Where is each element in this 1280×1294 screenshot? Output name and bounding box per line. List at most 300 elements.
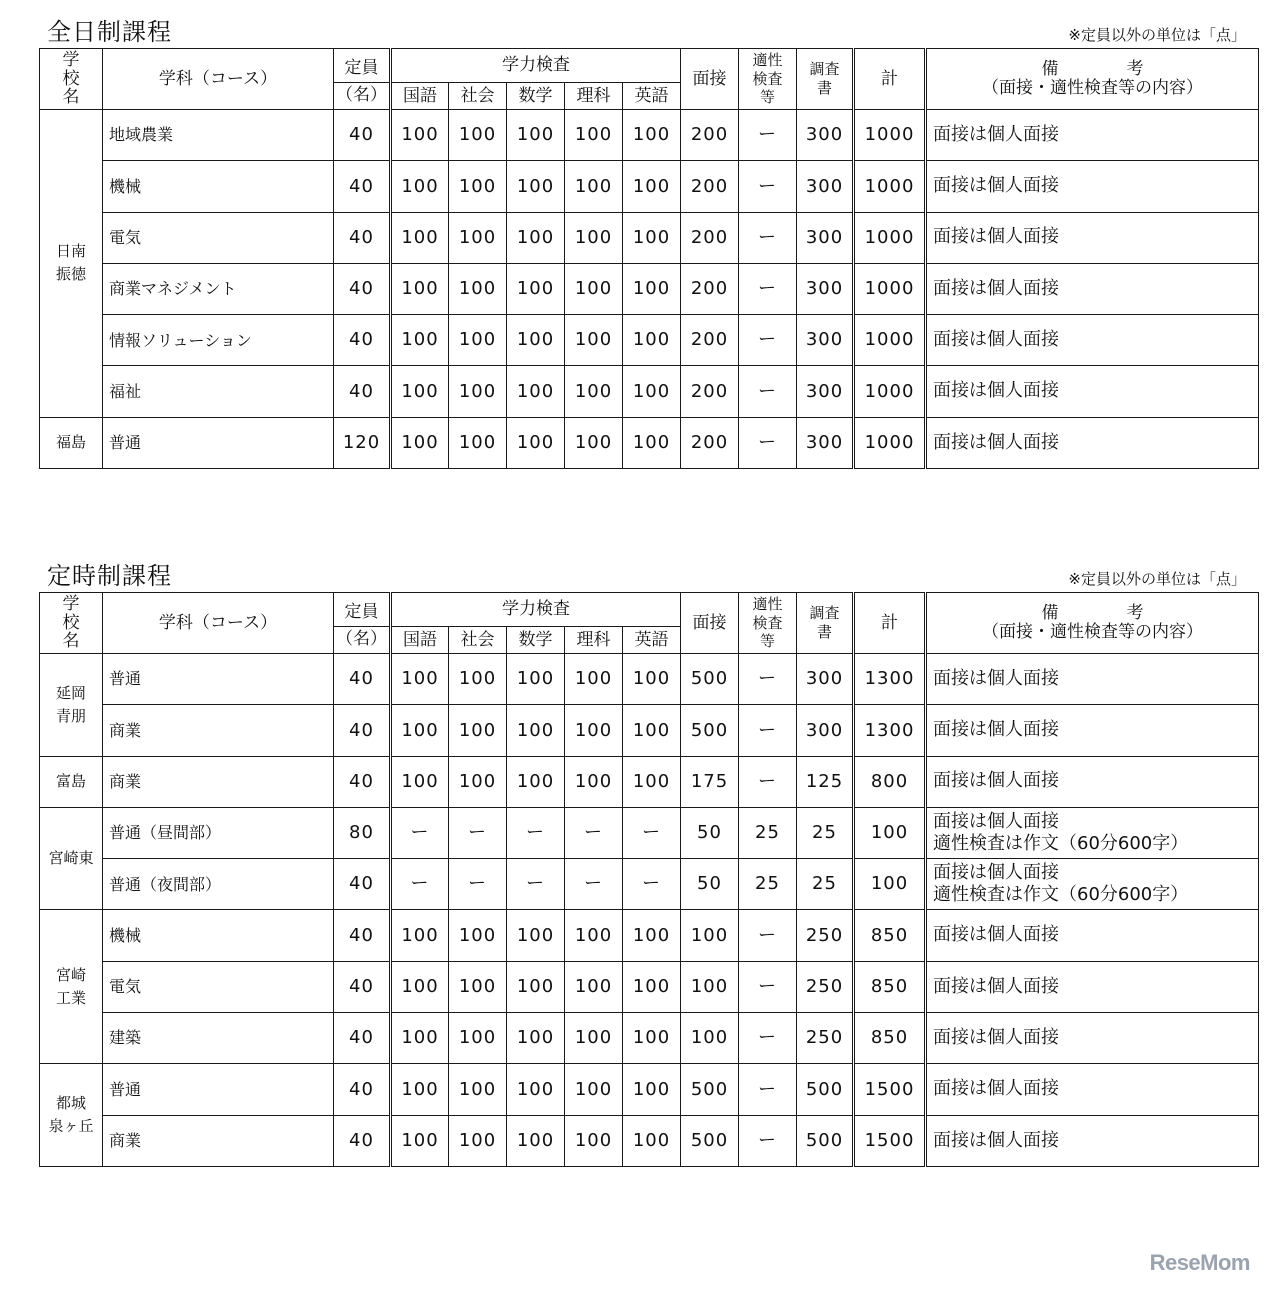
- subject-score: 100: [565, 417, 623, 468]
- report-score: 250: [797, 910, 854, 961]
- header-subject-label: 国語: [403, 85, 437, 106]
- header-dept-label: 学科（コース）: [158, 612, 278, 633]
- header-aptitude: [739, 49, 797, 110]
- total-score: 800: [854, 756, 926, 807]
- subject-score: 100: [623, 705, 681, 756]
- header-report-line: 書: [816, 623, 832, 641]
- remarks-line: 面接は個人面接: [933, 770, 1059, 792]
- aptitude-score: ー: [739, 263, 797, 314]
- capacity-value: 40: [334, 212, 391, 263]
- header-subject: [565, 83, 623, 110]
- capacity-value: 40: [334, 110, 391, 161]
- interview-score: 100: [681, 961, 739, 1012]
- remarks-line: 適性検査は作文（60分600字）: [933, 884, 1189, 906]
- remarks-line: 面接は個人面接: [933, 810, 1059, 832]
- remarks-cell: [926, 366, 1259, 417]
- table-row: [40, 161, 1259, 212]
- total-score: 1500: [854, 1115, 926, 1166]
- header-subject: [391, 627, 449, 654]
- subject-score: ー: [449, 859, 507, 910]
- remarks-cell: [926, 807, 1259, 858]
- dept-name: 商業: [103, 705, 334, 756]
- total-score: 1000: [854, 366, 926, 417]
- header-capacity-unit-label: （名）: [336, 85, 387, 106]
- table-row: [40, 366, 1259, 417]
- remarks-cell: [926, 1115, 1259, 1166]
- capacity-value: 40: [334, 705, 391, 756]
- header-subject: [623, 627, 681, 654]
- subject-score: 100: [391, 910, 449, 961]
- subject-score: 100: [507, 161, 565, 212]
- header-subject: [507, 627, 565, 654]
- aptitude-score: ー: [739, 705, 797, 756]
- school-name-line: 延岡: [55, 683, 86, 702]
- subject-score: 100: [449, 961, 507, 1012]
- capacity-value: 40: [334, 910, 391, 961]
- remarks-line: 面接は個人面接: [933, 861, 1059, 883]
- dept-name: 情報ソリューション: [103, 315, 334, 366]
- subject-score: 100: [623, 910, 681, 961]
- dept-name: 普通（夜間部）: [103, 859, 334, 910]
- header-total: [854, 593, 926, 654]
- aptitude-score: ー: [739, 1115, 797, 1166]
- report-score: 500: [797, 1064, 854, 1115]
- school-name: [40, 417, 103, 468]
- aptitude-score: ー: [739, 1064, 797, 1115]
- header-subject-label: 理科: [576, 85, 611, 106]
- header-capacity-label: 定員: [344, 602, 379, 622]
- aptitude-score: 25: [739, 807, 797, 858]
- school-name-line: 福島: [55, 433, 86, 452]
- aptitude-score: 25: [739, 859, 797, 910]
- table-row: [40, 705, 1259, 756]
- report-score: 125: [797, 756, 854, 807]
- subject-score: 100: [391, 1064, 449, 1115]
- subject-score: 100: [507, 263, 565, 314]
- header-subject-label: 社会: [460, 629, 495, 650]
- school-name-line: 青朋: [55, 706, 86, 725]
- subject-score: 100: [623, 417, 681, 468]
- header-interview: [681, 593, 739, 654]
- school-name-line: 振徳: [55, 265, 86, 284]
- subject-score: 100: [507, 212, 565, 263]
- header-aptitude: [739, 593, 797, 654]
- remarks-line: 面接は個人面接: [933, 1026, 1059, 1048]
- header-school-char: 学: [62, 49, 80, 70]
- school-name: [40, 910, 103, 1064]
- subject-score: 100: [391, 1013, 449, 1064]
- total-score: 1300: [854, 654, 926, 705]
- subject-score: 100: [391, 212, 449, 263]
- header-dept: [103, 49, 334, 110]
- total-score: 100: [854, 807, 926, 858]
- subject-score: 100: [623, 756, 681, 807]
- subject-score: 100: [623, 212, 681, 263]
- interview-score: 500: [681, 1064, 739, 1115]
- remarks-cell: [926, 263, 1259, 314]
- subject-score: 100: [449, 417, 507, 468]
- dept-name: 電気: [103, 961, 334, 1012]
- remarks-cell: [926, 1064, 1259, 1115]
- interview-score: 200: [681, 212, 739, 263]
- subject-score: 100: [623, 315, 681, 366]
- total-score: 1300: [854, 705, 926, 756]
- header-subject-label: 理科: [576, 629, 611, 650]
- header-interview-label: 面接: [692, 612, 727, 633]
- subject-score: 100: [391, 263, 449, 314]
- remarks-cell: [926, 910, 1259, 961]
- subject-score: 100: [449, 315, 507, 366]
- subject-score: ー: [391, 859, 449, 910]
- interview-score: 100: [681, 1013, 739, 1064]
- report-score: 300: [797, 654, 854, 705]
- subject-score: 100: [391, 315, 449, 366]
- table-row: [40, 263, 1259, 314]
- table-row: [40, 212, 1259, 263]
- subject-score: 100: [565, 654, 623, 705]
- dept-name: 機械: [103, 910, 334, 961]
- remarks-cell: [926, 161, 1259, 212]
- header-total-label: 計: [881, 68, 898, 89]
- total-score: 850: [854, 961, 926, 1012]
- header-subject-label: 数学: [518, 629, 553, 650]
- remarks-cell: [926, 110, 1259, 161]
- table-row: [40, 961, 1259, 1012]
- subject-score: 100: [507, 1013, 565, 1064]
- capacity-value: 40: [334, 1013, 391, 1064]
- dept-name: 普通: [103, 1064, 334, 1115]
- table-row: [40, 807, 1259, 858]
- dept-name: 普通（昼間部）: [103, 807, 334, 858]
- report-score: 25: [797, 807, 854, 858]
- remarks-cell: [926, 212, 1259, 263]
- subject-score: 100: [565, 756, 623, 807]
- unit-note: ※定員以外の単位は「点」: [1068, 570, 1246, 588]
- header-remarks: [926, 593, 1259, 654]
- capacity-value: 40: [334, 366, 391, 417]
- subject-score: 100: [507, 417, 565, 468]
- total-score: 1500: [854, 1064, 926, 1115]
- table-row: [40, 417, 1259, 468]
- header-capacity-unit: [334, 627, 391, 654]
- dept-name: 機械: [103, 161, 334, 212]
- subject-score: ー: [565, 859, 623, 910]
- header-report: [797, 593, 854, 654]
- aptitude-score: ー: [739, 961, 797, 1012]
- subject-score: 100: [507, 961, 565, 1012]
- subject-score: 100: [623, 1064, 681, 1115]
- subject-score: 100: [623, 263, 681, 314]
- subject-score: 100: [449, 705, 507, 756]
- subject-score: 100: [565, 161, 623, 212]
- interview-score: 200: [681, 263, 739, 314]
- table-row: [40, 1064, 1259, 1115]
- header-report-line: 調査: [809, 604, 840, 623]
- report-score: 300: [797, 161, 854, 212]
- subject-score: 100: [507, 366, 565, 417]
- interview-score: 200: [681, 161, 739, 212]
- capacity-value: 40: [334, 756, 391, 807]
- total-score: 1000: [854, 263, 926, 314]
- total-score: 1000: [854, 212, 926, 263]
- subject-score: 100: [565, 110, 623, 161]
- section-title: 全日制課程: [47, 18, 172, 46]
- subject-score: 100: [565, 263, 623, 314]
- header-school: [40, 593, 103, 654]
- remarks-line: 面接は個人面接: [933, 1078, 1059, 1100]
- aptitude-score: ー: [739, 212, 797, 263]
- subject-score: ー: [623, 859, 681, 910]
- report-score: 500: [797, 1115, 854, 1166]
- subject-score: 100: [449, 263, 507, 314]
- section-title: 定時制課程: [47, 562, 172, 590]
- report-score: 25: [797, 859, 854, 910]
- subject-score: 100: [391, 110, 449, 161]
- header-school-char: 校: [62, 68, 80, 89]
- header-school-char: 学: [62, 593, 80, 614]
- aptitude-score: ー: [739, 1013, 797, 1064]
- remarks-cell: [926, 417, 1259, 468]
- subject-score: 100: [391, 161, 449, 212]
- interview-score: 200: [681, 110, 739, 161]
- subject-score: 100: [623, 1013, 681, 1064]
- header-subject: [391, 83, 449, 110]
- school-name: [40, 1064, 103, 1167]
- table-row: [40, 756, 1259, 807]
- subject-score: 100: [391, 756, 449, 807]
- aptitude-score: ー: [739, 756, 797, 807]
- section-header: [39, 4, 1258, 48]
- subject-score: ー: [391, 807, 449, 858]
- capacity-value: 40: [334, 315, 391, 366]
- remarks-line: 面接は個人面接: [933, 226, 1059, 248]
- subject-score: 100: [449, 1115, 507, 1166]
- header-school-char: 校: [62, 612, 80, 633]
- subject-score: ー: [507, 859, 565, 910]
- subject-score: 100: [507, 756, 565, 807]
- total-score: 1000: [854, 110, 926, 161]
- dept-name: 商業: [103, 756, 334, 807]
- interview-score: 100: [681, 910, 739, 961]
- header-interview: [681, 49, 739, 110]
- aptitude-score: ー: [739, 910, 797, 961]
- school-name-line: 日南: [55, 242, 86, 261]
- capacity-value: 120: [334, 417, 391, 468]
- dept-name: 普通: [103, 654, 334, 705]
- subject-score: ー: [623, 807, 681, 858]
- subject-score: 100: [565, 315, 623, 366]
- subject-score: 100: [623, 161, 681, 212]
- header-subject-label: 英語: [634, 629, 669, 650]
- report-score: 250: [797, 1013, 854, 1064]
- subject-score: 100: [449, 161, 507, 212]
- school-name: [40, 807, 103, 910]
- header-dept: [103, 593, 334, 654]
- subject-score: 100: [565, 910, 623, 961]
- header-interview-label: 面接: [692, 68, 727, 89]
- subject-score: 100: [507, 1064, 565, 1115]
- table-row: [40, 1013, 1259, 1064]
- remarks-line: 面接は個人面接: [933, 380, 1059, 402]
- capacity-value: 40: [334, 859, 391, 910]
- subject-score: 100: [623, 110, 681, 161]
- header-row: [40, 49, 1259, 83]
- interview-score: 200: [681, 315, 739, 366]
- header-aptitude-line: 適性: [752, 50, 783, 69]
- header-school-char: 名: [62, 87, 80, 108]
- total-score: 1000: [854, 161, 926, 212]
- resemom-watermark-logo: ReseMom: [1149, 1250, 1250, 1275]
- header-school-char: 名: [62, 631, 80, 652]
- table-row: [40, 910, 1259, 961]
- subject-score: 100: [623, 654, 681, 705]
- dept-name: 建築: [103, 1013, 334, 1064]
- dept-name: 福祉: [103, 366, 334, 417]
- section-full-time: [39, 4, 1258, 469]
- subject-score: 100: [565, 1064, 623, 1115]
- school-name: [40, 654, 103, 757]
- header-report-line: 書: [816, 79, 832, 97]
- interview-score: 175: [681, 756, 739, 807]
- subject-score: 100: [565, 1115, 623, 1166]
- subject-score: 100: [623, 1115, 681, 1166]
- subject-score: 100: [565, 212, 623, 263]
- table-row: [40, 859, 1259, 910]
- total-score: 1000: [854, 417, 926, 468]
- header-academic-label: 学力検査: [502, 599, 570, 620]
- header-capacity-label: 定員: [344, 58, 379, 78]
- subject-score: 100: [507, 110, 565, 161]
- subject-score: 100: [507, 654, 565, 705]
- remarks-cell: [926, 1013, 1259, 1064]
- remarks-line: 面接は個人面接: [933, 123, 1059, 145]
- remarks-line: 面接は個人面接: [933, 975, 1059, 997]
- subject-score: 100: [391, 366, 449, 417]
- subject-score: 100: [507, 705, 565, 756]
- header-academic-label: 学力検査: [502, 55, 570, 76]
- capacity-value: 40: [334, 1064, 391, 1115]
- dept-name: 普通: [103, 417, 334, 468]
- subject-score: 100: [565, 705, 623, 756]
- header-dept-label: 学科（コース）: [158, 68, 278, 89]
- header-report: [797, 49, 854, 110]
- capacity-value: 40: [334, 654, 391, 705]
- subject-score: 100: [623, 961, 681, 1012]
- subject-score: 100: [391, 417, 449, 468]
- subject-score: 100: [565, 961, 623, 1012]
- report-score: 300: [797, 315, 854, 366]
- report-score: 250: [797, 961, 854, 1012]
- interview-score: 500: [681, 654, 739, 705]
- header-capacity: [334, 49, 391, 83]
- school-name-line: 泉ヶ丘: [48, 1117, 94, 1136]
- remarks-line: 面接は個人面接: [933, 667, 1059, 689]
- remarks-line: 適性検査は作文（60分600字）: [933, 833, 1189, 855]
- header-remarks-label: 備 考: [1041, 603, 1144, 624]
- subject-score: ー: [507, 807, 565, 858]
- subject-score: 100: [565, 1013, 623, 1064]
- subject-score: 100: [449, 1064, 507, 1115]
- capacity-value: 40: [334, 161, 391, 212]
- header-total: [854, 49, 926, 110]
- subject-score: 100: [449, 212, 507, 263]
- header-total-label: 計: [881, 612, 898, 633]
- header-row: [40, 593, 1259, 627]
- remarks-cell: [926, 859, 1259, 910]
- subject-score: 100: [623, 366, 681, 417]
- header-capacity: [334, 593, 391, 627]
- subject-score: 100: [565, 366, 623, 417]
- total-score: 850: [854, 1013, 926, 1064]
- interview-score: 200: [681, 366, 739, 417]
- header-subject-label: 国語: [403, 629, 437, 650]
- total-score: 100: [854, 859, 926, 910]
- school-name-line: 宮崎東: [48, 849, 94, 868]
- score-table: [39, 592, 1259, 1167]
- header-aptitude-line: 検査: [752, 69, 783, 88]
- total-score: 850: [854, 910, 926, 961]
- subject-score: 100: [507, 315, 565, 366]
- header-remarks-label: 備 考: [1041, 59, 1144, 80]
- remarks-cell: [926, 654, 1259, 705]
- subject-score: 100: [449, 366, 507, 417]
- header-capacity-unit-label: （名）: [336, 629, 387, 650]
- report-score: 300: [797, 705, 854, 756]
- header-academic: [391, 49, 681, 83]
- capacity-value: 80: [334, 807, 391, 858]
- remarks-cell: [926, 756, 1259, 807]
- section-part-time: [39, 548, 1258, 1167]
- table-row: [40, 315, 1259, 366]
- school-name-line: 工業: [55, 988, 86, 1007]
- dept-name: 電気: [103, 212, 334, 263]
- subject-score: 100: [449, 1013, 507, 1064]
- report-score: 300: [797, 417, 854, 468]
- dept-name: 地域農業: [103, 110, 334, 161]
- remarks-cell: [926, 961, 1259, 1012]
- remarks-line: 面接は個人面接: [933, 1129, 1059, 1151]
- aptitude-score: ー: [739, 366, 797, 417]
- interview-score: 200: [681, 417, 739, 468]
- dept-name: 商業マネジメント: [103, 263, 334, 314]
- header-remarks-sub: （面接・適性検査等の内容）: [982, 622, 1203, 642]
- header-subject: [507, 83, 565, 110]
- header-aptitude-line: 検査: [752, 613, 783, 632]
- remarks-line: 面接は個人面接: [933, 175, 1059, 197]
- remarks-line: 面接は個人面接: [933, 719, 1059, 741]
- subject-score: 100: [449, 654, 507, 705]
- header-subject: [449, 83, 507, 110]
- aptitude-score: ー: [739, 161, 797, 212]
- remarks-cell: [926, 705, 1259, 756]
- aptitude-score: ー: [739, 654, 797, 705]
- capacity-value: 40: [334, 263, 391, 314]
- subject-score: 100: [391, 1115, 449, 1166]
- header-school: [40, 49, 103, 110]
- interview-score: 500: [681, 1115, 739, 1166]
- school-name: [40, 756, 103, 807]
- report-score: 300: [797, 110, 854, 161]
- school-name-line: 宮崎: [55, 965, 86, 984]
- subject-score: 100: [449, 110, 507, 161]
- unit-note: ※定員以外の単位は「点」: [1068, 26, 1246, 44]
- header-subject-label: 数学: [518, 85, 553, 106]
- aptitude-score: ー: [739, 417, 797, 468]
- interview-score: 50: [681, 859, 739, 910]
- report-score: 300: [797, 366, 854, 417]
- subject-score: 100: [391, 961, 449, 1012]
- table-row: [40, 654, 1259, 705]
